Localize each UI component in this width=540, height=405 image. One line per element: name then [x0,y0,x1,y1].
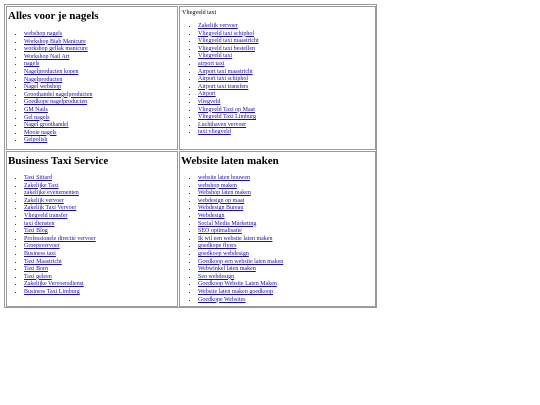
nav-link[interactable]: Luchthaven vervoer [198,121,247,128]
list-item [24,137,177,145]
list-item [198,183,375,191]
nav-link[interactable]: Social Media Marketing [198,220,257,227]
nav-link[interactable]: Vliegveld Taxi op Maat [198,106,255,113]
nav-link[interactable]: Zakelijk vervoer [198,23,238,29]
nav-link[interactable]: Seo webdesign [198,273,235,280]
nav-link[interactable]: Taxi Born [24,266,49,273]
list-item [24,99,177,107]
section-title: Business Taxi Service [8,155,109,167]
list-item [198,69,375,77]
nav-link[interactable]: Mooie nagels [24,129,57,136]
nav-link[interactable]: webshop maken [198,182,237,189]
list-item [198,114,375,122]
list-item [24,281,177,289]
list-item [198,122,375,130]
nav-link[interactable]: Taxi Maastricht [24,258,62,265]
nav-link[interactable]: Nagel webshop [24,84,62,91]
nav-link[interactable]: Vliegveld transfer [24,212,68,219]
list-item [24,46,177,54]
section-title: Website laten maken [181,155,279,167]
list-item [198,190,375,198]
list-item [24,130,177,138]
nav-link[interactable]: Vliegveld Taxi Limburg [198,114,257,121]
nav-link[interactable]: Goedkoop Website Laten Maken [198,281,277,288]
nav-link[interactable]: Nagelproducten [24,76,63,83]
list-item [198,297,375,305]
nav-link[interactable]: Vliegveld taxi maastricht [198,38,259,45]
nav-link[interactable]: Webdesign [198,212,225,219]
nav-link[interactable]: Goedkoop een website laten maken [198,258,284,265]
list-item [24,221,177,229]
list-item [24,198,177,206]
list-item [198,84,375,92]
section-nails [6,6,178,150]
list-item [198,61,375,69]
section-title: Vliegveld taxi [182,10,217,16]
section-airport-taxi [179,6,376,150]
nav-link[interactable]: Webshop laten maken [198,190,251,197]
nav-link[interactable]: SEO optimalisatie [198,228,242,235]
list-item [198,46,375,54]
nav-link[interactable]: airport taxi [198,60,225,67]
list-item [198,259,375,267]
list-item [24,259,177,267]
list-item [24,92,177,100]
nav-link[interactable]: Zakelijke Taxi [24,182,59,189]
nav-link[interactable]: Taxi geleen [24,273,52,280]
list-item [198,243,375,251]
nav-link[interactable]: Airport taxi transfers [198,83,249,90]
nav-link[interactable]: Webwinkel laten maken [198,266,256,273]
nav-link[interactable]: Website laten maken goedkoop [198,288,273,295]
list-item [24,251,177,259]
list-item [24,228,177,236]
nav-link[interactable]: zakelijke evenementen [24,190,79,197]
list-item [24,54,177,62]
nav-link[interactable]: Vliegveld taxi [198,53,233,60]
list-item [24,39,177,47]
list-item [198,213,375,221]
list-item [24,31,177,39]
nav-link[interactable]: Vliegveld taxi bestellen [198,45,255,52]
nav-link[interactable]: webshop nagels [24,31,63,37]
list-item [24,84,177,92]
list-item [198,205,375,213]
list-item [198,266,375,274]
list-item [24,115,177,123]
list-item [198,99,375,107]
nav-link[interactable]: Workshop Biab Manicure [24,38,86,45]
list-item [198,38,375,46]
link-list [7,31,177,145]
list-item [198,91,375,99]
list-item [198,107,375,115]
nav-link[interactable]: Airport taxi schiphol [198,76,248,83]
list-item [24,69,177,77]
nav-link[interactable]: Taxi Blog [24,228,48,235]
list-item [198,198,375,206]
list-item [24,122,177,130]
list-item [24,61,177,69]
nav-link[interactable]: Professionele directie vervoer [24,235,96,242]
nav-link[interactable]: Ik wil een website laten maken [198,235,273,242]
list-item [24,183,177,191]
list-item [198,53,375,61]
nav-link[interactable]: Vliegveld taxi schiphol [198,30,254,37]
list-item [198,281,375,289]
nav-link[interactable]: vliegveld [198,98,221,105]
nav-link[interactable]: Workshop Nail Art [24,53,70,60]
nav-link[interactable]: Zakelijke Vervoersdienst [24,281,84,288]
nav-link[interactable]: Nagelproducten kopen [24,68,79,75]
list-item [24,243,177,251]
section-website [179,151,376,307]
section-business-taxi [6,151,178,307]
list-item [24,77,177,85]
nav-link[interactable]: Airport [198,91,216,98]
nav-link[interactable]: Business Taxi Limburg [24,288,80,295]
list-item [198,129,375,137]
list-item [198,221,375,229]
list-item [198,251,375,259]
nav-link[interactable]: goedkoop webdesign [198,250,249,257]
nav-link[interactable]: workshop gellak manicure [24,46,88,53]
list-item [24,107,177,115]
link-directory-table [4,4,377,308]
nav-link[interactable]: Webdesign Bureau [198,205,244,212]
list-item [198,175,375,183]
list-item [198,289,375,297]
nav-link[interactable]: Airport taxi maastricht [198,68,253,75]
nav-link[interactable]: nagels [24,61,40,68]
nav-link[interactable]: webdesign op maat [198,197,245,204]
list-item [198,274,375,282]
nav-link[interactable]: Groepsvervoer [24,243,60,250]
link-list [180,23,375,137]
list-item [198,23,375,31]
nav-link[interactable]: taxi vliegveld [198,129,231,136]
list-item [198,228,375,236]
list-item [24,213,177,221]
nav-link[interactable]: taxi diensten [24,220,55,227]
nav-link[interactable]: Business taxi [24,250,56,257]
list-item [198,76,375,84]
nav-link[interactable]: Groothandel nagelproducten [24,91,93,98]
nav-link[interactable]: Goedkope Websites [198,296,246,303]
nav-link[interactable]: Nagel groothandel [24,122,69,129]
nav-link[interactable]: Zakelijk Taxi Vervoer [24,205,77,212]
nav-link[interactable]: website laten bouwen [198,175,250,181]
list-item [24,175,177,183]
section-title: Alles voor je nagels [8,10,99,22]
list-item [24,236,177,244]
list-item [198,31,375,39]
nav-link[interactable]: Gelpolish [24,137,48,144]
list-item [24,266,177,274]
link-list [180,175,375,304]
nav-link[interactable]: Taxi Sittard [24,175,53,181]
list-item [24,190,177,198]
nav-link[interactable]: GM Nails [24,106,48,113]
nav-link[interactable]: Goedkope nagelproducten [24,99,88,106]
link-list [7,175,177,297]
nav-link[interactable]: goedkope flyers [198,243,237,250]
list-item [24,289,177,297]
list-item [24,205,177,213]
nav-link[interactable]: Gel nagels [24,114,50,121]
list-item [24,274,177,282]
nav-link[interactable]: Zakelijk vervoer [24,197,64,204]
